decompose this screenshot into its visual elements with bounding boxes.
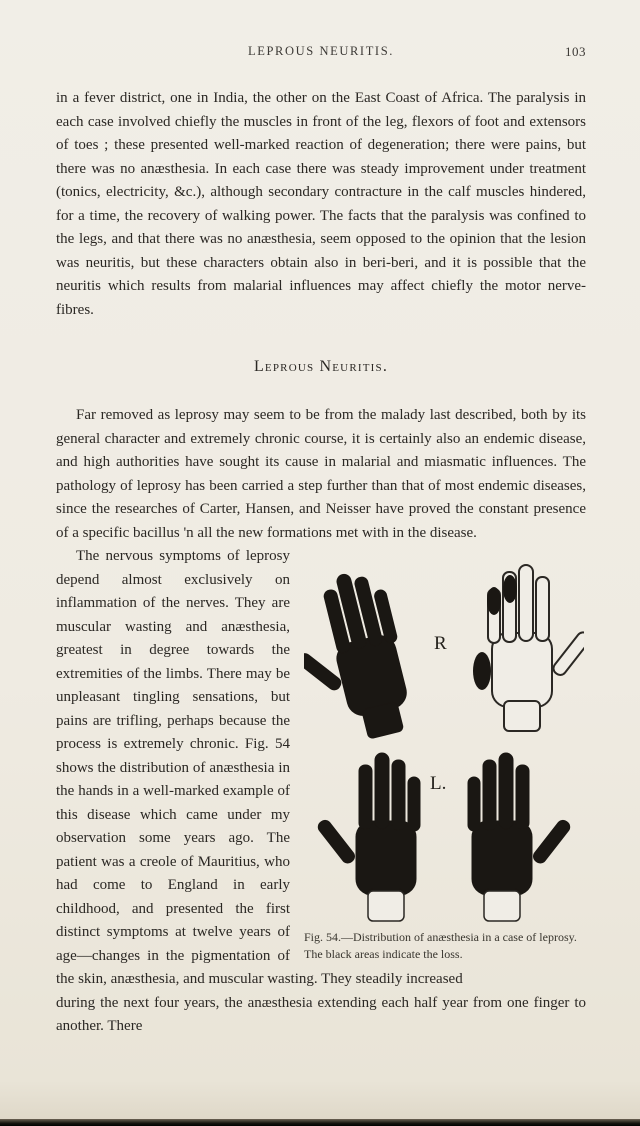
anaesthesia-patch: [487, 587, 501, 615]
figure-label-right: R: [434, 633, 447, 654]
hand-outline-top-right: [488, 565, 584, 731]
anaesthesia-patch: [473, 652, 491, 690]
running-header-title: LEPROUS NEURITIS.: [248, 44, 394, 58]
section-heading: Leprous Neuritis.: [253, 358, 389, 375]
figure-54: [304, 549, 586, 962]
paragraph-4: during the next four years, the anæsthesia extending each half year from one finger to another. There: [56, 994, 586, 1034]
wrist-unaffected-area: [484, 891, 520, 921]
paragraph-1: in a fever district, one in India, the other on the East Coast of Africa. The paralysis in each case involved chiefly the muscles in front of the leg, flexors of foot and extensors of toes ; these presented well-marked reaction of degeneration; there were pains, but there was no anæsthesia. In each case there was steady improvement under treatment (tonics, electricity, &c.), although secondary contracture in the calf muscles hindered, for a time, the recovery of walking power. The facts that the paralysis was confined to the legs, and that there was no anæsthesia, seem opposed to the opinion that the lesion was neuritis, but these characters obtain also in beri-beri, and it is possible that the neuritis which results from malarial influences may affect chiefly the motor nerve-fibres.: [56, 90, 586, 318]
page-number: 103: [565, 44, 586, 59]
hand-silhouette-top-left: [304, 565, 419, 751]
figure-caption: Fig. 54.—Distribution of anæsthesia in a case of leprosy. The black areas indicate the loss.: [304, 930, 577, 961]
paragraph-3: The nervous symptoms of leprosy depend almost exclusively on inflammation of the nerves. They are muscular wasting and anæsthesia, greatest in degree towards the extremities of the limbs. There may be unpleasant tingling sensations, but pains are trifling, perhaps because the process is extremely chronic. Fig. 54 shows the distribution of anæsthesia in the hands in a well-marked example of this disease which came under my observation some years ago. The patient was a creole of Mauritius, who had come to England in early childhood, and presented the first distinct symptoms at twelve years of age—changes in the pigmentation of the skin, anæsthesia, and muscular wasting. They steadily increased: [56, 548, 463, 987]
page-bottom-edge: [0, 1119, 640, 1126]
figure-label-left: L.: [430, 773, 447, 794]
wrist-unaffected-area: [368, 891, 404, 921]
page-header: [56, 44, 586, 59]
paragraph-2: Far removed as leprosy may seem to be from the malady last described, both by its general character and extremely chronic course, it is certainly also an endemic disease, and high authorities have sought its cause in malarial and miasmatic influences. The pathology of leprosy has been carried a step further than that of most endemic diseases, since the researches of Carter, Hansen, and Neisser have proved the constant presence of a specific bacillus 'n all the new formations met with in the disease.: [56, 407, 586, 541]
hands-illustration-svg: [304, 549, 584, 927]
anaesthesia-patch: [503, 575, 517, 603]
